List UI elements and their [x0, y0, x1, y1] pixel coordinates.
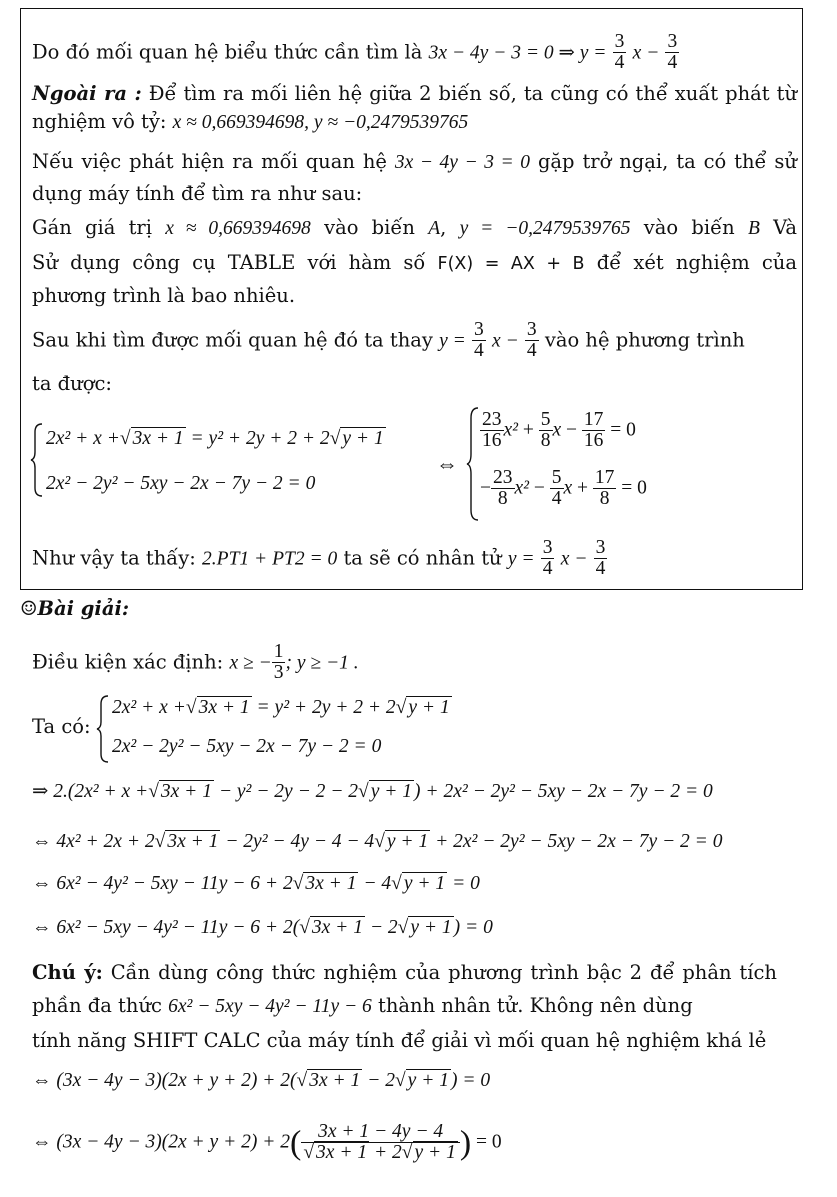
- brace-icon: [466, 406, 480, 522]
- note-line-2: phần đa thức 6x² − 5xy − 4y² − 11y − 6 thành nhân tử. Không nên dùng: [32, 994, 693, 1017]
- step-3: ⇔ 6x² − 4y² − 5xy − 11y − 6 + 2√ 3x + 1 − 4√ y + 1 = 0: [32, 873, 480, 894]
- sol-sys-eq2: 2x² − 2y² − 5xy − 2x − 7y − 2 = 0: [112, 736, 382, 757]
- box-sys-eq2: 2x² − 2y² − 5xy − 2x − 7y − 2 = 0: [46, 473, 316, 494]
- box-line-8: phương trình là bao nhiêu.: [32, 284, 296, 307]
- step-1: ⇒ 2.(2x² + x +√ 3x + 1 − y² − 2y − 2 − 2√ y + 1 ) + 2x² − 2y² − 5xy − 2x − 7y − 2 = 0: [32, 781, 713, 802]
- box-line-6: Gán giá trị x ≈ 0,669394698 vào biến A, y = −0,2479539765 vào biến B Và: [32, 216, 798, 239]
- step-4: ⇔ 6x² − 5xy − 4y² − 11y − 6 + 2(√ 3x + 1 − 2√ y + 1 ) = 0: [32, 917, 493, 938]
- box-sys-right-eq1: $\frac{23}{16}$ x² + $\frac{5}{8}$ x − $\frac{17}{16}$ = 0: [482, 409, 636, 452]
- box-line-4: Nếu việc phát hiện ra mối quan hệ 3x − 4y − 3 = 0 gặp trở ngại, ta có thể sử: [32, 150, 797, 173]
- taco-label: Ta có:: [32, 715, 91, 738]
- box-line-1: Do đó mối quan hệ biểu thức cần tìm là 3x − 4y − 3 = 0 ⇒ y = $\frac{3}{4}$ x − $\frac{3}{4}$: [32, 31, 678, 74]
- step-2: ⇔ 4x² + 2x + 2√ 3x + 1 − 2y² − 4y − 4 − 4√ y + 1 + 2x² − 2y² − 5xy − 2x − 7y − 2 = 0: [32, 831, 723, 852]
- box-sys-right-eq2: − $\frac{23}{8}$ x² − $\frac{5}{4}$ x + $\frac{17}{8}$ = 0: [480, 467, 647, 510]
- box-line-5: dụng máy tính để tìm ra như sau:: [32, 182, 363, 205]
- box-line-9: Sau khi tìm được mối quan hệ đó ta thay y = $\frac{3}{4}$ x − $\frac{3}{4}$ vào hệ phương trình: [32, 319, 745, 362]
- box-line-3: nghiệm vô tỷ: x ≈ 0,669394698, y ≈ −0,2479539765: [32, 110, 469, 133]
- equiv-symbol: ⇔: [436, 451, 458, 476]
- step-6: ⇔ (3x − 4y − 3)(2x + y + 2) + 2( $\frac{3x + 1 - 4y - 4}{√ 3x + 1 + 2√ y + 1}$ ) = 0: [32, 1121, 502, 1164]
- box-line-7: Sử dụng công cụ TABLE với hàm số F(X) = AX + B để xét nghiệm của: [32, 251, 797, 274]
- smiley-icon: ☺: [20, 597, 38, 620]
- note-line-3: tính năng SHIFT CALC của máy tính để giải vì mối quan hệ nghiệm khá lẻ: [32, 1029, 767, 1052]
- condition-line: Điều kiện xác định: x ≥ − $\frac{1}{3}$ ; y ≥ −1 .: [32, 641, 359, 684]
- brace-icon: [30, 422, 44, 498]
- box-line-11: Như vậy ta thấy: 2.PT1 + PT2 = 0 ta sẽ có nhân tử y = $\frac{3}{4}$ x − $\frac{3}{4}$: [32, 537, 606, 580]
- sol-sys-eq1: 2x² + x +√ 3x + 1 = y² + 2y + 2 + 2√ y + 1: [112, 697, 450, 718]
- step-5: ⇔ (3x − 4y − 3)(2x + y + 2) + 2(√ 3x + 1 − 2√ y + 1 ) = 0: [32, 1070, 491, 1091]
- box-sys-eq1: 2x² + x +√ 3x + 1 = y² + 2y + 2 + 2√ y + 1: [46, 428, 384, 449]
- brace-icon: [96, 694, 110, 764]
- note-line-1: Chú ý: Cần dùng công thức nghiệm của phương trình bậc 2 để phân tích: [32, 961, 777, 984]
- box-line-10: ta được:: [32, 372, 112, 395]
- box-line-2: Ngoài ra : Để tìm ra mối liên hệ giữa 2 biến số, ta cũng có thể xuất phát từ: [32, 82, 797, 105]
- solution-title: ☺Bài giải:: [20, 597, 130, 620]
